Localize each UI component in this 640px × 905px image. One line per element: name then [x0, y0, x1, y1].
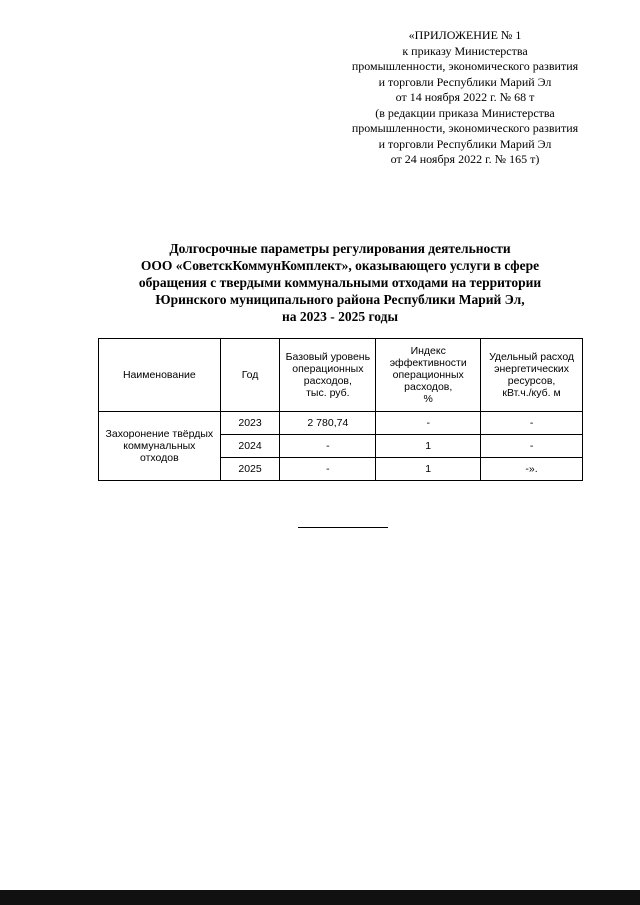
service-name-line: коммунальных	[123, 440, 196, 452]
header-line: кВт.ч./куб. м	[502, 387, 561, 399]
efficiency-cell: 1	[376, 435, 481, 458]
document-title	[90, 240, 590, 325]
appendix-line: и торговли Республики Марий Эл	[378, 136, 552, 151]
header-line: тыс. руб.	[306, 387, 350, 399]
energy-cell: -	[481, 412, 583, 435]
table-row	[99, 412, 583, 435]
scan-bottom-edge	[0, 890, 640, 905]
header-line: операционных	[392, 369, 464, 381]
header-efficiency	[376, 339, 481, 412]
header-line: расходов,	[303, 375, 352, 387]
header-line: Индекс	[410, 345, 446, 357]
energy-cell: -».	[481, 458, 583, 481]
table-header-row	[99, 339, 583, 412]
appendix-line: (в редакции приказа Министерства	[375, 105, 555, 120]
service-name-line: отходов	[139, 452, 179, 464]
appendix-line: промышленности, экономического развития	[351, 59, 579, 73]
base-cell: -	[280, 458, 376, 481]
year-cell: 2024	[220, 435, 280, 458]
header-line: %	[423, 393, 433, 405]
title-line: ООО «СоветскКоммунКомплект», оказывающего услуги в сфере	[140, 258, 540, 273]
header-line: операционных	[292, 363, 364, 375]
header-name: Наименование	[99, 339, 221, 412]
appendix-line: «ПРИЛОЖЕНИЕ № 1	[408, 28, 522, 42]
title-line: Долгосрочные параметры регулирования деятельности	[169, 241, 511, 256]
service-name-line: Захоронение твёрдых	[105, 428, 214, 440]
appendix-line: от 24 ноября 2022 г. № 165 т)	[390, 152, 540, 166]
efficiency-cell: 1	[376, 458, 481, 481]
header-line: эффективности	[389, 357, 467, 369]
header-base-level	[280, 339, 376, 412]
year-cell: 2023	[220, 412, 280, 435]
header-line: энергетических	[494, 363, 569, 375]
appendix-line: и торговли Республики Марий Эл	[378, 74, 552, 89]
header-year: Год	[220, 339, 280, 412]
header-line: Удельный расход	[489, 351, 575, 363]
year-cell: 2025	[220, 458, 280, 481]
end-divider-line	[298, 527, 388, 528]
appendix-line: промышленности, экономического развития	[351, 121, 579, 135]
energy-cell: -	[481, 435, 583, 458]
header-line: расходов,	[404, 381, 453, 393]
appendix-line: к приказу Министерства	[402, 43, 528, 58]
header-line: Базовый уровень	[285, 351, 371, 363]
header-energy	[481, 339, 583, 412]
header-line: ресурсов,	[507, 375, 556, 387]
title-line: обращения с твердыми коммунальными отходами на территории	[138, 275, 542, 290]
base-cell: 2 780,74	[280, 412, 376, 435]
base-cell: -	[280, 435, 376, 458]
efficiency-cell: -	[376, 412, 481, 435]
appendix-header	[310, 28, 620, 168]
title-line: на 2023 - 2025 годы	[281, 309, 399, 324]
title-line: Юринского муниципального района Республики Марий Эл,	[155, 292, 525, 307]
appendix-line: от 14 ноября 2022 г. № 68 т	[395, 90, 535, 104]
parameters-table	[98, 338, 583, 481]
service-name-cell	[99, 412, 221, 481]
